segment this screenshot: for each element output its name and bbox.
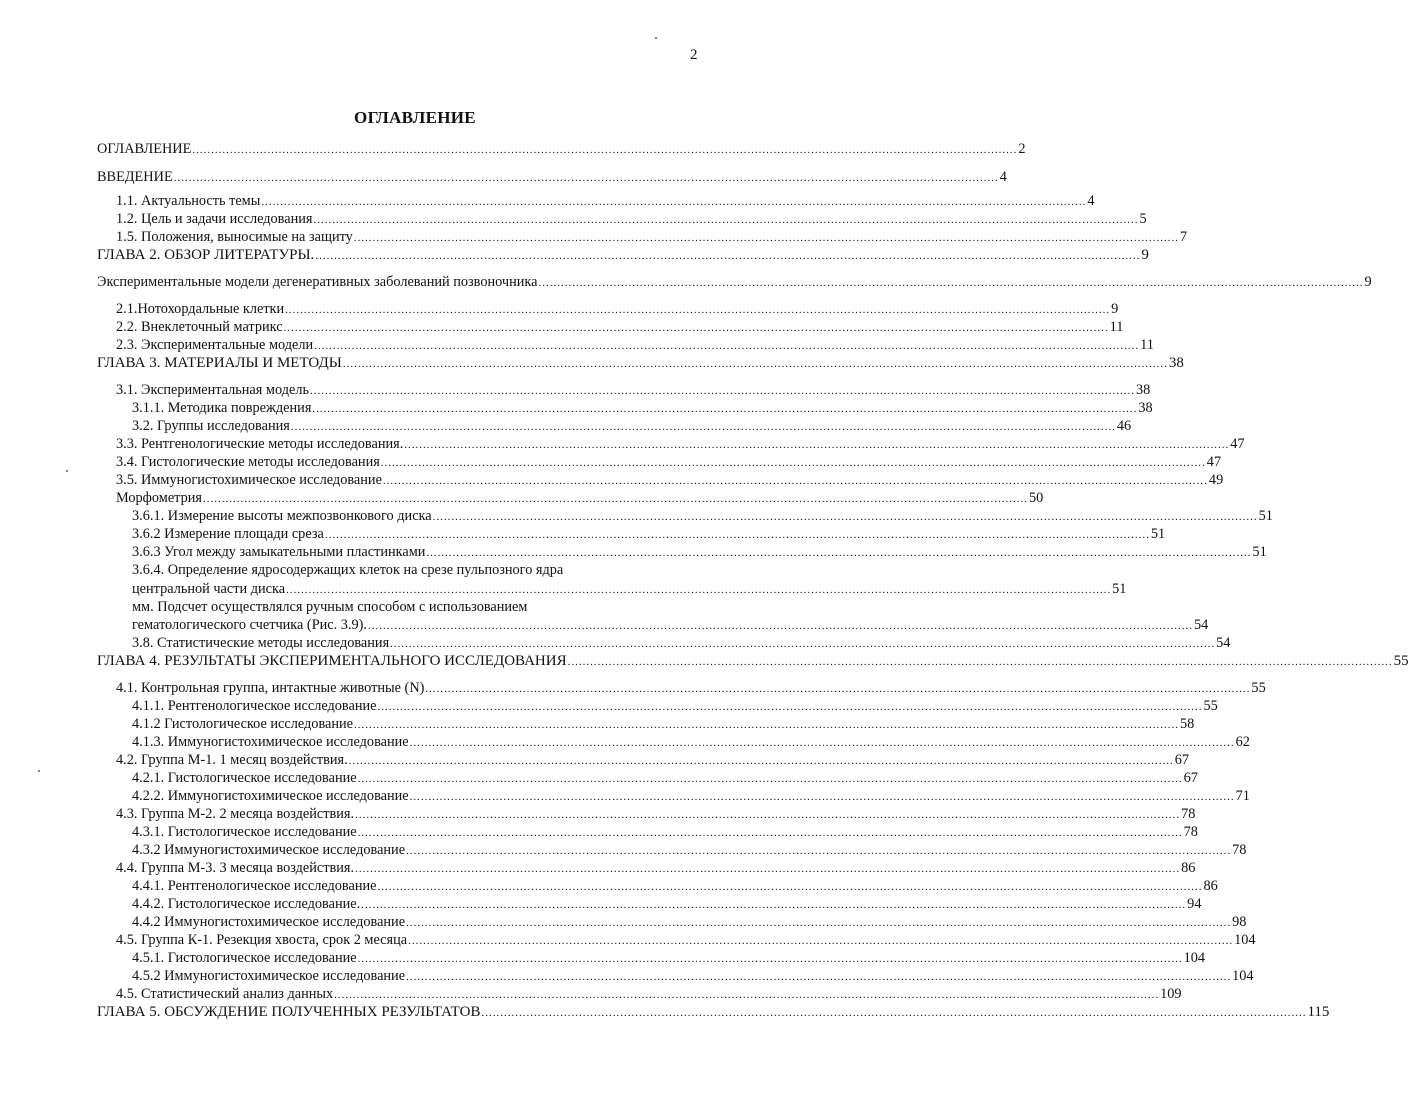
toc-page-number: 49 bbox=[1208, 472, 1224, 488]
toc-entry[interactable] bbox=[116, 490, 1044, 508]
toc-page-number: 98 bbox=[1232, 914, 1247, 930]
toc-leader-dots: ............................................................................................................................................................................................................................ bbox=[408, 935, 1234, 947]
toc-page-number: 58 bbox=[1180, 716, 1195, 732]
toc-page-number: 54 bbox=[1194, 617, 1209, 633]
toc-title: 3.6.1. Измерение высоты межпозвонкового диска bbox=[132, 508, 432, 524]
toc-entry[interactable] bbox=[116, 680, 1266, 698]
toc-page-number: 78 bbox=[1232, 842, 1247, 858]
toc-leader-dots: ............................................................................................................................................................................................................................ bbox=[377, 881, 1203, 893]
toc-leader-dots: ............................................................................................................................................................................................................................ bbox=[382, 475, 1208, 487]
toc-leader-dots: ............................................................................................................................................................................................................................ bbox=[380, 457, 1206, 469]
scan-speck bbox=[38, 770, 40, 772]
toc-title: 4.2. Группа М-1. 1 месяц воздействия. bbox=[116, 752, 348, 768]
toc-leader-dots: ............................................................................................................................................................................................................................ bbox=[286, 584, 1112, 596]
toc-entry[interactable] bbox=[116, 932, 1256, 950]
toc-entry[interactable] bbox=[116, 382, 1151, 400]
toc-leader-dots: ............................................................................................................................................................................................................................ bbox=[357, 953, 1183, 965]
toc-page-number: 50 bbox=[1028, 490, 1044, 506]
toc-page-number: 5 bbox=[1139, 211, 1147, 227]
toc-entry[interactable] bbox=[116, 193, 1095, 211]
toc-leader-dots: ............................................................................................................................................................................................................................ bbox=[202, 493, 1028, 505]
toc-leader-dots: ............................................................................................................................................................................................................................ bbox=[426, 547, 1252, 559]
toc-entry[interactable] bbox=[132, 896, 1202, 914]
toc-entry[interactable] bbox=[116, 806, 1196, 824]
toc-page-number: 47 bbox=[1230, 436, 1245, 452]
toc-title: гематологического счетчика (Рис. 3.9). bbox=[132, 617, 367, 633]
toc-leader-dots: ............................................................................................................................................................................................................................ bbox=[357, 827, 1183, 839]
toc-title: Морфометрия bbox=[116, 490, 202, 506]
toc-title: 3.3. Рентгенологические методы исследования. bbox=[116, 436, 404, 452]
toc-page-number: 104 bbox=[1183, 950, 1206, 966]
page-number: 2 bbox=[690, 47, 698, 63]
toc-page-number: 4 bbox=[1087, 193, 1095, 209]
toc-title: 3.8. Статистические методы исследования bbox=[132, 635, 390, 651]
toc-entry[interactable] bbox=[116, 454, 1222, 472]
toc-entry[interactable] bbox=[132, 824, 1198, 842]
toc-title: ГЛАВА 5. ОБСУЖДЕНИЕ ПОЛУЧЕННЫХ РЕЗУЛЬТАТОВ bbox=[97, 1004, 481, 1020]
toc-page-number: 46 bbox=[1116, 418, 1132, 434]
toc-entry[interactable] bbox=[116, 752, 1190, 770]
toc-entry[interactable] bbox=[116, 211, 1147, 229]
toc-page-number: 51 bbox=[1112, 581, 1127, 597]
toc-entry[interactable] bbox=[97, 169, 1007, 187]
toc-leader-dots: ............................................................................................................................................................................................................................ bbox=[377, 701, 1203, 713]
toc-leader-dots: ............................................................................................................................................................................................................................ bbox=[313, 214, 1139, 226]
toc-page-number: 62 bbox=[1235, 734, 1250, 750]
toc-entry[interactable] bbox=[132, 526, 1166, 544]
toc-entry[interactable] bbox=[116, 301, 1119, 319]
toc-page-number: 51 bbox=[1258, 508, 1273, 524]
toc-page-number: 55 bbox=[1393, 653, 1409, 669]
toc-leader-dots: ............................................................................................................................................................................................................................ bbox=[283, 322, 1109, 334]
toc-page-number: 109 bbox=[1160, 986, 1182, 1002]
toc-entry[interactable] bbox=[132, 544, 1267, 562]
toc-page-number: 51 bbox=[1150, 526, 1166, 542]
toc-page-number: 55 bbox=[1203, 698, 1218, 714]
toc-entry[interactable] bbox=[116, 986, 1182, 1004]
toc-entry[interactable] bbox=[132, 581, 1127, 599]
toc-entry[interactable] bbox=[97, 274, 1372, 292]
toc-page-number: 78 bbox=[1183, 824, 1198, 840]
toc-title: 3.1.1. Методика повреждения bbox=[132, 400, 312, 416]
toc-leader-dots: ............................................................................................................................................................................................................................ bbox=[192, 144, 1018, 156]
toc-page-number: 9 bbox=[1364, 274, 1372, 290]
toc-page-number: 9 bbox=[1111, 301, 1119, 317]
toc-entry[interactable] bbox=[132, 698, 1218, 716]
toc-entry[interactable] bbox=[132, 400, 1153, 418]
toc-leader-dots: ............................................................................................................................................................................................................................ bbox=[404, 439, 1230, 451]
toc-leader-dots: ............................................................................................................................................................................................................................ bbox=[173, 172, 999, 184]
page-title: ОГЛАВЛЕНИЕ bbox=[354, 108, 476, 127]
toc-title: 2.2. Внеклеточный матрикс bbox=[116, 319, 283, 335]
toc-leader-dots: ............................................................................................................................................................................................................................ bbox=[290, 421, 1116, 433]
toc-title: 4.2.2. Иммуногистохимическое исследование bbox=[132, 788, 409, 804]
toc-title: 4.4.1. Рентгенологическое исследование bbox=[132, 878, 377, 894]
toc-page-number: 67 bbox=[1174, 752, 1190, 768]
toc-title: 4.1. Контрольная группа, интактные животные (N) bbox=[116, 680, 425, 696]
toc-title: 3.6.2 Измерение площади среза bbox=[132, 526, 324, 542]
toc-leader-dots: ............................................................................................................................................................................................................................ bbox=[406, 845, 1232, 857]
toc-title: 3.2. Группы исследования bbox=[132, 418, 290, 434]
toc-page-number: 38 bbox=[1136, 382, 1151, 398]
toc-entry[interactable] bbox=[132, 842, 1247, 860]
toc-title: Экспериментальные модели дегенеративных заболеваний позвоночника bbox=[97, 274, 538, 290]
toc-entry[interactable] bbox=[132, 968, 1254, 986]
toc-entry[interactable] bbox=[97, 141, 1026, 159]
toc-leader-dots: ............................................................................................................................................................................................................................ bbox=[334, 989, 1160, 1001]
toc-entry[interactable] bbox=[97, 355, 1184, 373]
toc-page-number: 9 bbox=[1141, 247, 1149, 263]
toc-leader-dots: ............................................................................................................................................................................................................................ bbox=[409, 791, 1235, 803]
toc-title: 4.5. Группа К-1. Резекция хвоста, срок 2 месяца bbox=[116, 932, 408, 948]
toc-leader-dots: ............................................................................................................................................................................................................................ bbox=[355, 863, 1181, 875]
toc-entry[interactable] bbox=[116, 319, 1124, 337]
toc-leader-dots: ............................................................................................................................................................................................................................ bbox=[567, 656, 1393, 668]
toc-entry[interactable] bbox=[132, 716, 1195, 734]
toc-entry[interactable] bbox=[132, 635, 1231, 653]
toc-title: 3.6.4. Определение ядросодержащих клеток на срезе пульпозного ядра bbox=[132, 562, 564, 578]
toc-leader-dots: ............................................................................................................................................................................................................................ bbox=[348, 755, 1174, 767]
toc-title: 1.1. Актуальность темы bbox=[116, 193, 261, 209]
toc-entry-line[interactable] bbox=[132, 562, 563, 580]
toc-entry[interactable] bbox=[132, 418, 1132, 436]
toc-entry[interactable] bbox=[97, 247, 1149, 265]
toc-page-number: 47 bbox=[1206, 454, 1222, 470]
toc-title: 4.1.3. Иммуногистохимическое исследование bbox=[132, 734, 409, 750]
toc-entry[interactable] bbox=[132, 734, 1250, 752]
toc-entry[interactable] bbox=[116, 860, 1196, 878]
toc-leader-dots: ............................................................................................................................................................................................................................ bbox=[314, 340, 1140, 352]
toc-page-number: 94 bbox=[1187, 896, 1202, 912]
toc-leader-dots: ............................................................................................................................................................................................................................ bbox=[354, 719, 1180, 731]
toc-leader-dots: ............................................................................................................................................................................................................................ bbox=[390, 638, 1216, 650]
toc-title: 4.1.2 Гистологическое исследование bbox=[132, 716, 354, 732]
toc-page-number: 71 bbox=[1235, 788, 1250, 804]
toc-title: 1.2. Цель и задачи исследования bbox=[116, 211, 313, 227]
toc-page-number: 55 bbox=[1251, 680, 1266, 696]
toc-page-number: 7 bbox=[1179, 229, 1187, 245]
toc-title: 1.5. Положения, выносимые на защиту bbox=[116, 229, 353, 245]
toc-title: 2.3. Экспериментальные модели bbox=[116, 337, 314, 353]
toc-title: 4.4. Группа М-3. 3 месяца воздействия. bbox=[116, 860, 355, 876]
toc-entry[interactable] bbox=[132, 878, 1218, 896]
toc-page-number: 115 bbox=[1307, 1004, 1330, 1020]
toc-title: 3.4. Гистологические методы исследования bbox=[116, 454, 380, 470]
toc-leader-dots: ............................................................................................................................................................................................................................ bbox=[353, 232, 1179, 244]
toc-title: 4.3.1. Гистологическое исследование bbox=[132, 824, 357, 840]
toc-page-number: 104 bbox=[1232, 968, 1254, 984]
toc-page-number: 38 bbox=[1168, 355, 1184, 371]
toc-leader-dots: ............................................................................................................................................................................................................................ bbox=[368, 620, 1193, 632]
toc-title: 2.1.Нотохордальные клетки bbox=[116, 301, 285, 317]
toc-title: 3.1. Экспериментальная модель bbox=[116, 382, 309, 398]
toc-page-number: 78 bbox=[1181, 806, 1196, 822]
scan-speck bbox=[66, 470, 68, 472]
toc-page-number: 38 bbox=[1138, 400, 1153, 416]
scan-speck bbox=[655, 37, 657, 39]
toc-leader-dots: ............................................................................................................................................................................................................................ bbox=[310, 385, 1135, 397]
toc-entry[interactable] bbox=[132, 788, 1250, 806]
toc-leader-dots: ............................................................................................................................................................................................................................ bbox=[432, 511, 1258, 523]
toc-page-number: 4 bbox=[999, 169, 1007, 185]
toc-page-number: 67 bbox=[1183, 770, 1198, 786]
toc-entry[interactable] bbox=[116, 436, 1245, 454]
toc-title: ОГЛАВЛЕНИЕ bbox=[97, 141, 192, 157]
toc-entry[interactable] bbox=[116, 229, 1187, 247]
toc-leader-dots: ............................................................................................................................................................................................................................ bbox=[406, 917, 1232, 929]
toc-page-number: 11 bbox=[1140, 337, 1154, 353]
toc-entry[interactable] bbox=[116, 337, 1154, 355]
toc-title: ВВЕДЕНИЕ bbox=[97, 169, 173, 185]
toc-title: 4.5.2 Иммуногистохимическое исследование bbox=[132, 968, 406, 984]
toc-page-number: 86 bbox=[1203, 878, 1218, 894]
toc-title: 3.5. Иммуногистохимическое исследование bbox=[116, 472, 382, 488]
toc-page-number: 104 bbox=[1234, 932, 1256, 948]
toc-leader-dots: ............................................................................................................................................................................................................................ bbox=[425, 683, 1251, 695]
toc-title: ГЛАВА 3. МАТЕРИАЛЫ И МЕТОДЫ bbox=[97, 355, 342, 371]
toc-title: мм. Подсчет осуществлялся ручным способом с использованием bbox=[132, 599, 528, 615]
toc-entry[interactable] bbox=[132, 950, 1206, 968]
toc-title: 3.6.3 Угол между замыкательными пластинками bbox=[132, 544, 426, 560]
toc-entry[interactable] bbox=[116, 472, 1224, 490]
toc-page-number: 51 bbox=[1252, 544, 1267, 560]
toc-title: 4.4.2. Гистологическое исследование. bbox=[132, 896, 361, 912]
toc-leader-dots: ............................................................................................................................................................................................................................ bbox=[324, 529, 1150, 541]
toc-page-number: 11 bbox=[1109, 319, 1124, 335]
toc-title: 4.5. Статистический анализ данных bbox=[116, 986, 334, 1002]
toc-title: ГЛАВА 4. РЕЗУЛЬТАТЫ ЭКСПЕРИМЕНТАЛЬНОГО ИССЛЕДОВАНИЯ bbox=[97, 653, 567, 669]
toc-leader-dots: ............................................................................................................................................................................................................................ bbox=[261, 196, 1087, 208]
toc-leader-dots: ............................................................................................................................................................................................................................ bbox=[312, 403, 1138, 415]
toc-title: 4.5.1. Гистологическое исследование bbox=[132, 950, 357, 966]
toc-leader-dots: ............................................................................................................................................................................................................................ bbox=[406, 971, 1232, 983]
toc-leader-dots: ............................................................................................................................................................................................................................ bbox=[315, 250, 1141, 262]
toc-entry[interactable] bbox=[132, 914, 1247, 932]
toc-leader-dots: ............................................................................................................................................................................................................................ bbox=[342, 358, 1168, 370]
toc-entry[interactable] bbox=[97, 1004, 1330, 1022]
toc-title: 4.4.2 Иммуногистохимическое исследование bbox=[132, 914, 406, 930]
toc-entry-line[interactable] bbox=[132, 599, 527, 617]
toc-leader-dots: ............................................................................................................................................................................................................................ bbox=[285, 304, 1111, 316]
toc-title: центральной части диска bbox=[132, 581, 286, 597]
toc-page-number: 86 bbox=[1181, 860, 1196, 876]
toc-title: 4.3.2 Иммуногистохимическое исследование bbox=[132, 842, 406, 858]
toc-entry[interactable] bbox=[132, 770, 1198, 788]
toc-entry[interactable] bbox=[132, 617, 1209, 635]
toc-entry[interactable] bbox=[132, 508, 1273, 526]
toc-title: 4.1.1. Рентгенологическое исследование bbox=[132, 698, 377, 714]
toc-leader-dots: ............................................................................................................................................................................................................................ bbox=[481, 1007, 1307, 1019]
toc-page-number: 2 bbox=[1018, 141, 1026, 157]
toc-entry[interactable] bbox=[97, 653, 1409, 671]
toc-title: ГЛАВА 2. ОБЗОР ЛИТЕРАТУРЫ. bbox=[97, 247, 315, 263]
toc-leader-dots: ............................................................................................................................................................................................................................ bbox=[538, 277, 1364, 289]
toc-leader-dots: ............................................................................................................................................................................................................................ bbox=[361, 899, 1187, 911]
toc-leader-dots: ............................................................................................................................................................................................................................ bbox=[355, 809, 1181, 821]
toc-title: 4.2.1. Гистологическое исследование bbox=[132, 770, 357, 786]
toc-leader-dots: ............................................................................................................................................................................................................................ bbox=[409, 737, 1235, 749]
toc-page-number: 54 bbox=[1216, 635, 1231, 651]
toc-title: 4.3. Группа М-2. 2 месяца воздействия. bbox=[116, 806, 355, 822]
toc-leader-dots: ............................................................................................................................................................................................................................ bbox=[357, 773, 1183, 785]
